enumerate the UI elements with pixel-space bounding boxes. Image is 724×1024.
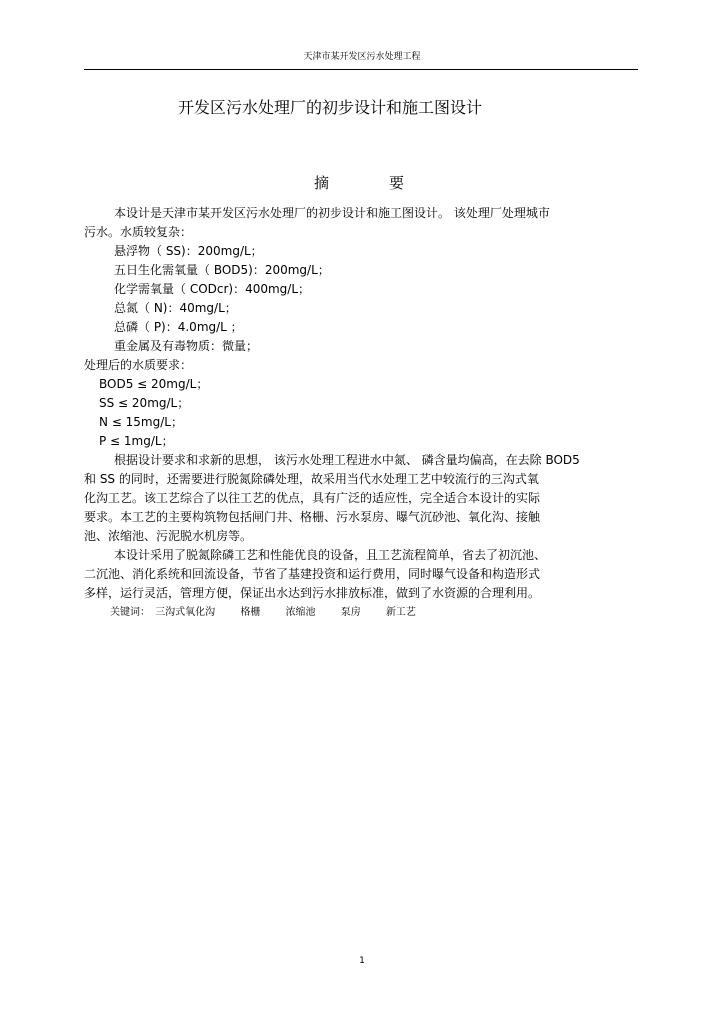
effluent-requirement: N ≤ 15mg/L； (99, 415, 183, 429)
abstract-body (84, 204, 644, 622)
water-quality-item: 总磷（ P)：4.0mg/L ； (114, 320, 243, 334)
abstract-line: 化沟工艺。该工艺综合了以往工艺的优点，具有广泛的适应性，完全适合本设计的实际 (84, 491, 541, 505)
abstract-line: 和 SS 的同时，还需要进行脱氮除磷处理，故采用当代水处理工艺中较流行的三沟式氧 (84, 472, 539, 486)
page-number: 1 (359, 956, 365, 966)
abstract-line: 本设计采用了脱氮除磷工艺和性能优良的设备，且工艺流程简单，省去了初沉池、 (114, 548, 547, 562)
abstract-line: 池、浓缩池、污泥脱水机房等。 (84, 529, 253, 543)
abstract-line: 污水。水质较复杂： (84, 225, 193, 239)
abstract-heading-left: 摘 (314, 174, 330, 192)
keyword: 新工艺 (385, 607, 416, 618)
abstract-line: 处理后的水质要求： (84, 358, 193, 372)
document-title: 开发区污水处理厂的初步设计和施工图设计 (178, 98, 483, 117)
keyword: 浓缩池 (285, 607, 316, 618)
water-quality-item: 五日生化需氧量（ BOD5)：200mg/L； (114, 263, 330, 277)
water-quality-item: 化学需氧量（ CODcr)：400mg/L； (114, 282, 311, 296)
water-quality-item: 重金属及有毒物质：微量； (114, 339, 259, 353)
keywords-label: 关键词： (110, 607, 150, 618)
header-rule (84, 69, 638, 70)
abstract-line: 要求。本工艺的主要构筑物包括闸门井、格栅、污水泵房、曝气沉砂池、氧化沟、接触 (84, 510, 541, 524)
running-header: 天津市某开发区污水处理工程 (303, 52, 421, 62)
keyword: 泵房 (340, 607, 361, 618)
effluent-requirement: BOD5 ≤ 20mg/L； (99, 377, 209, 391)
keywords-line (84, 603, 644, 622)
abstract-line: 多样，运行灵活，管理方便，保证出水达到污水排放标准，做到了水资源的合理利用。 (84, 586, 541, 600)
effluent-requirement: SS ≤ 20mg/L； (99, 396, 190, 410)
water-quality-item: 悬浮物（ SS)：200mg/L； (114, 244, 263, 258)
abstract-heading (314, 174, 404, 192)
abstract-heading-right: 要 (389, 174, 405, 192)
water-quality-item: 总氮（ N)：40mg/L； (114, 301, 237, 315)
keyword: 三沟式氧化沟 (155, 607, 216, 618)
keyword: 格栅 (240, 607, 261, 618)
abstract-line: 根据设计要求和求新的思想， 该污水处理工程进水中氮、 磷含量均偏高，在去除 BOD5 (114, 453, 580, 467)
abstract-line: 本设计是天津市某开发区污水处理厂的初步设计和施工图设计。 该处理厂处理城市 (114, 206, 550, 220)
effluent-requirement: P ≤ 1mg/L； (99, 434, 174, 448)
abstract-line: 二沉池、消化系统和回流设备，节省了基建投资和运行费用，同时曝气设备和构造形式 (84, 567, 541, 581)
